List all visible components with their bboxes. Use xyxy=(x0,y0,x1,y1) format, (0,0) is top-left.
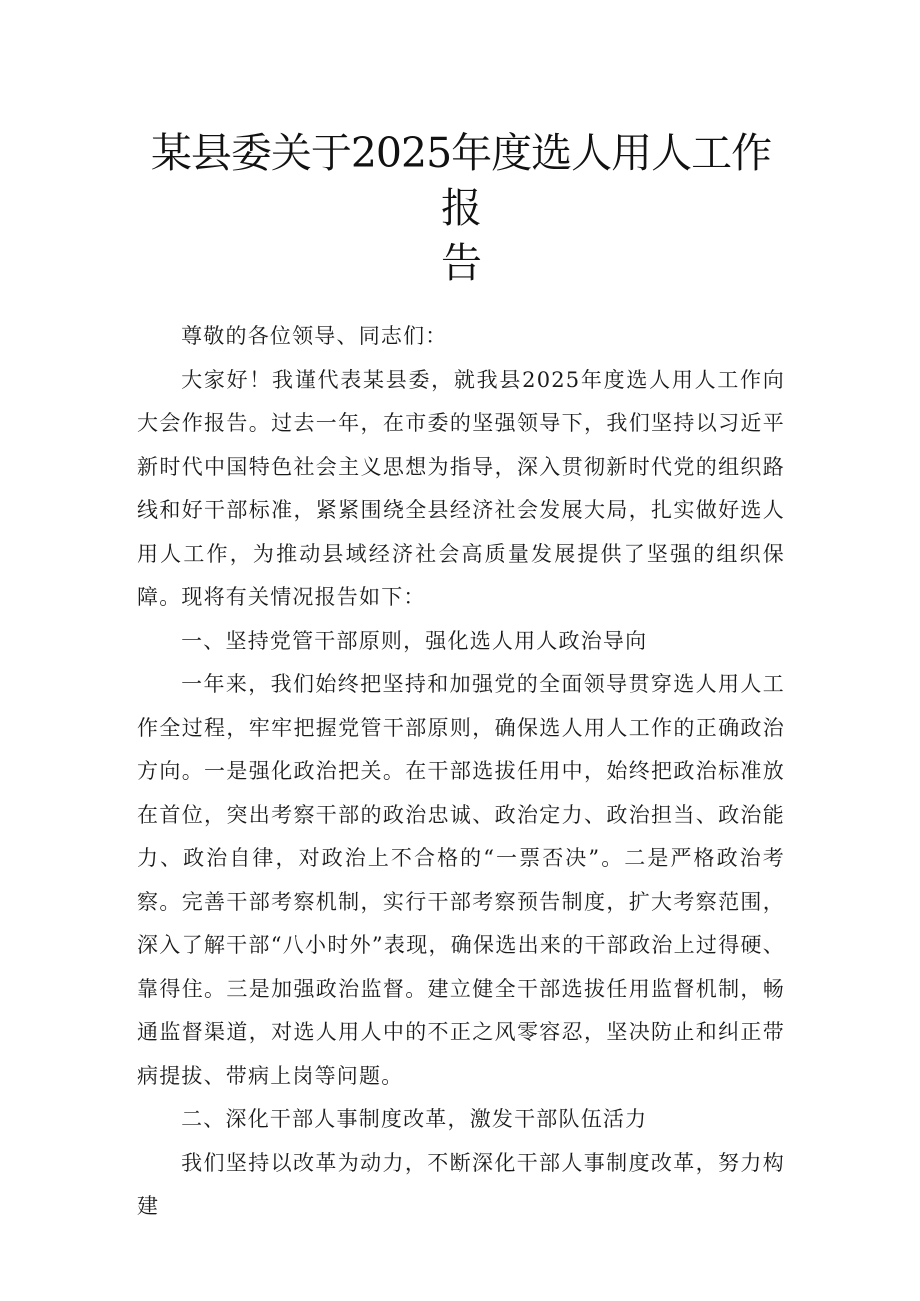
salutation: 尊敬的各位领导、同志们： xyxy=(181,324,448,348)
title-line-1: 某县委关于2025年度选人用人工作报 xyxy=(150,129,772,232)
document-body xyxy=(137,315,785,1229)
intro-paragraph: 大家好！我谨代表某县委，就我县2025年度选人用人工作向大会作报告。过去一年，在市委的坚强领导下，我们坚持以习近平新时代中国特色社会主义思想为指导，深入贯彻新时代党的组织路线和好干部标准，紧紧围绕全县经济社会发展大局，扎实做好选人用人工作，为推动县域经济社会高质量发展提供了坚强的组织保障。现将有关情况报告如下： xyxy=(137,367,785,609)
section-heading-1: 一、坚持党管干部原则，强化选人用人政治导向 xyxy=(181,628,648,653)
section-2-paragraph: 我们坚持以改革为动力，不断深化干部人事制度改革，努力构建 xyxy=(137,1150,785,1218)
document-title xyxy=(137,0,785,291)
section-heading-2: 二、深化干部人事制度改革，激发干部队伍活力 xyxy=(181,1107,648,1131)
title-line-2: 告 xyxy=(441,239,481,287)
section-1-paragraph: 一年来，我们始终把坚持和加强党的全面领导贯穿选人用人工作全过程，牢牢把握党管干部原则，确保选人用人工作的正确政治方向。一是强化政治把关。在干部选拔任用中，始终把政治标准放在首位，突出考察干部的政治忠诚、政治定力、政治担当、政治能力、政治自律，对政治上不合格的“一票否决”。二是严格政治考察。完善干部考察机制，实行干部考察预告制度，扩大考察范围，深入了解干部“八小时外”表现，确保选出来的干部政治上过得硬、靠得住。三是加强政治监督。建立健全干部选拔任用监督机制，畅通监督渠道，对选人用人中的不正之风零容忍，坚决防止和纠正带病提拔、带病上岗等问题。 xyxy=(137,672,785,1088)
